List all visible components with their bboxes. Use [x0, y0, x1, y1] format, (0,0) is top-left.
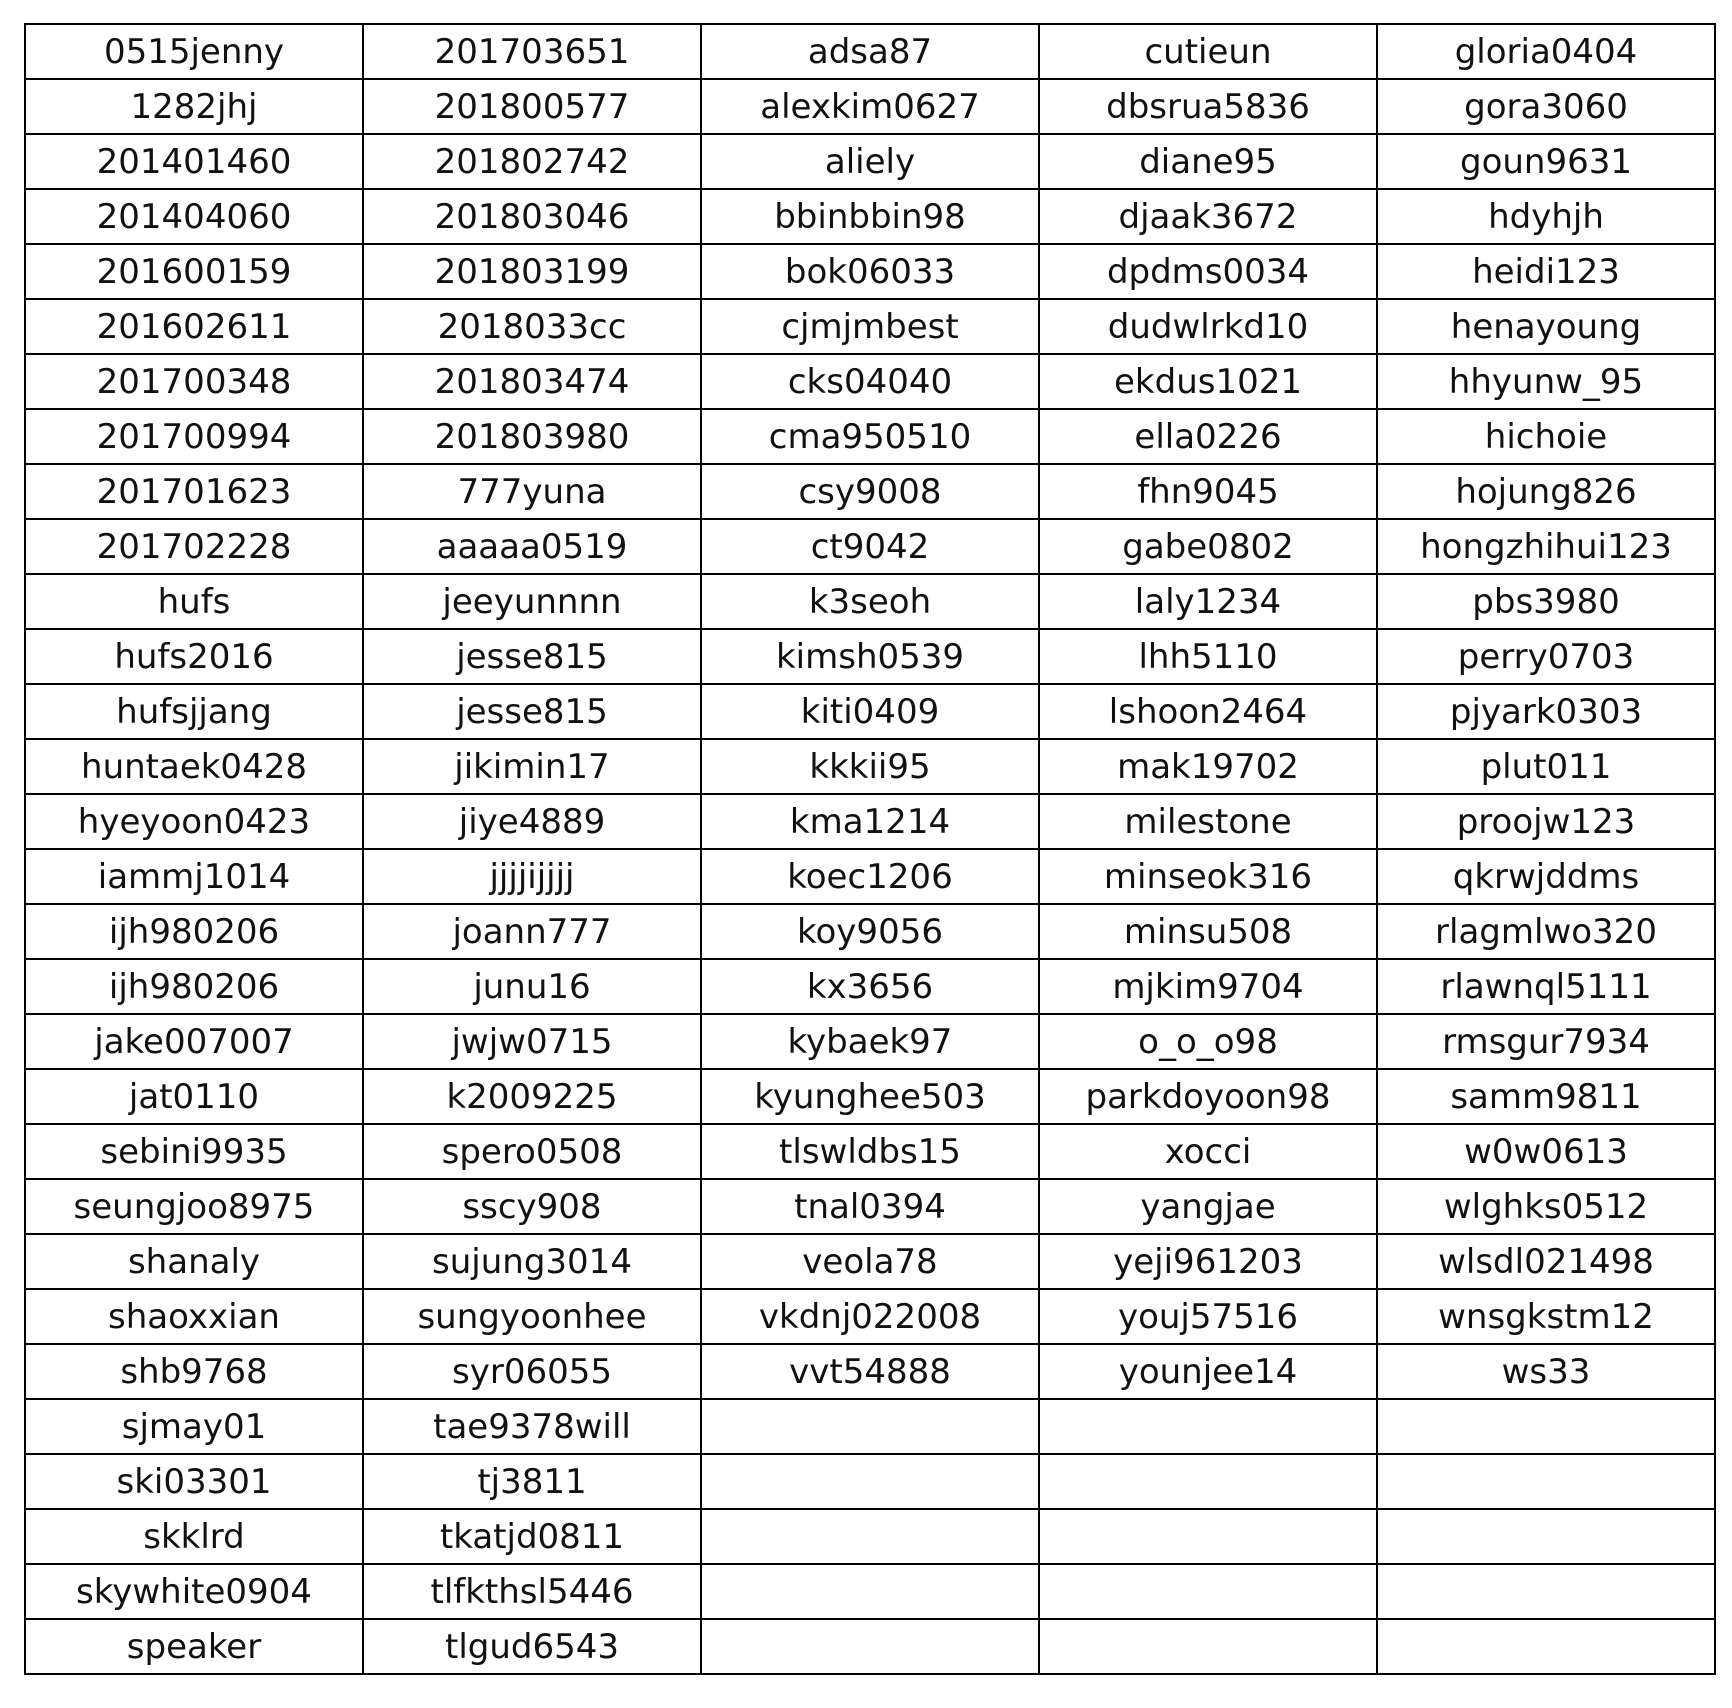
table-cell: samm9811	[1377, 1069, 1715, 1124]
table-cell: perry0703	[1377, 629, 1715, 684]
table-cell: huntaek0428	[25, 739, 363, 794]
table-cell: hyeyoon0423	[25, 794, 363, 849]
table-cell: mak19702	[1039, 739, 1377, 794]
table-cell: cma950510	[701, 409, 1039, 464]
table-cell: veola78	[701, 1234, 1039, 1289]
table-cell: wnsgkstm12	[1377, 1289, 1715, 1344]
table-row	[25, 1344, 1715, 1399]
table-row	[25, 1179, 1715, 1234]
table-cell: 201803980	[363, 409, 701, 464]
table-cell: hufs	[25, 574, 363, 629]
table-cell: 201701623	[25, 464, 363, 519]
table-cell	[701, 1509, 1039, 1564]
table-cell: tlswldbs15	[701, 1124, 1039, 1179]
table-cell: 2018033cc	[363, 299, 701, 354]
table-cell: parkdoyoon98	[1039, 1069, 1377, 1124]
table-cell: kyunghee503	[701, 1069, 1039, 1124]
table-cell: goun9631	[1377, 134, 1715, 189]
table-row	[25, 1014, 1715, 1069]
table-cell: yeji961203	[1039, 1234, 1377, 1289]
table-cell: shanaly	[25, 1234, 363, 1289]
table-row	[25, 409, 1715, 464]
table-cell: 201703651	[363, 24, 701, 79]
table-cell: o_o_o98	[1039, 1014, 1377, 1069]
table-cell: iammj1014	[25, 849, 363, 904]
table-cell: laly1234	[1039, 574, 1377, 629]
table-cell: diane95	[1039, 134, 1377, 189]
table-cell: cjmjmbest	[701, 299, 1039, 354]
table-cell: aliely	[701, 134, 1039, 189]
table-cell: ijh980206	[25, 904, 363, 959]
table-cell: cks04040	[701, 354, 1039, 409]
table-cell: ski03301	[25, 1454, 363, 1509]
table-cell: alexkim0627	[701, 79, 1039, 134]
table-cell: younjee14	[1039, 1344, 1377, 1399]
table-cell: plut011	[1377, 739, 1715, 794]
table-cell: henayoung	[1377, 299, 1715, 354]
table-cell: fhn9045	[1039, 464, 1377, 519]
table-row	[25, 1619, 1715, 1674]
table-cell	[1377, 1564, 1715, 1619]
table-cell: djaak3672	[1039, 189, 1377, 244]
table-cell: ct9042	[701, 519, 1039, 574]
table-cell: jikimin17	[363, 739, 701, 794]
table-cell: k3seoh	[701, 574, 1039, 629]
username-table	[24, 23, 1716, 1675]
table-row	[25, 189, 1715, 244]
table-cell: koy9056	[701, 904, 1039, 959]
table-cell: skywhite0904	[25, 1564, 363, 1619]
table-cell: dpdms0034	[1039, 244, 1377, 299]
table-cell	[1039, 1619, 1377, 1674]
table-cell: gabe0802	[1039, 519, 1377, 574]
table-cell	[1039, 1454, 1377, 1509]
table-row	[25, 1399, 1715, 1454]
table-row	[25, 464, 1715, 519]
table-cell: minseok316	[1039, 849, 1377, 904]
table-cell: ekdus1021	[1039, 354, 1377, 409]
table-row	[25, 684, 1715, 739]
table-cell	[1377, 1454, 1715, 1509]
table-row	[25, 739, 1715, 794]
table-cell: junu16	[363, 959, 701, 1014]
table-cell: jat0110	[25, 1069, 363, 1124]
table-row	[25, 629, 1715, 684]
table-cell: hojung826	[1377, 464, 1715, 519]
table-cell: 201600159	[25, 244, 363, 299]
table-cell: csy9008	[701, 464, 1039, 519]
table-cell: aaaaa0519	[363, 519, 701, 574]
table-row	[25, 1069, 1715, 1124]
table-cell: sujung3014	[363, 1234, 701, 1289]
table-row	[25, 1234, 1715, 1289]
table-cell: sungyoonhee	[363, 1289, 701, 1344]
table-cell: spero0508	[363, 1124, 701, 1179]
table-cell: sebini9935	[25, 1124, 363, 1179]
table-cell: tnal0394	[701, 1179, 1039, 1234]
table-cell: tlgud6543	[363, 1619, 701, 1674]
table-row	[25, 849, 1715, 904]
table-row	[25, 904, 1715, 959]
table-cell: syr06055	[363, 1344, 701, 1399]
table-cell: bok06033	[701, 244, 1039, 299]
table-cell: 201803474	[363, 354, 701, 409]
table-cell: hufs2016	[25, 629, 363, 684]
table-cell: wlsdl021498	[1377, 1234, 1715, 1289]
table-cell: rlagmlwo320	[1377, 904, 1715, 959]
table-cell: dudwlrkd10	[1039, 299, 1377, 354]
table-row	[25, 134, 1715, 189]
table-cell: ella0226	[1039, 409, 1377, 464]
table-row	[25, 24, 1715, 79]
table-cell: 201803046	[363, 189, 701, 244]
table-cell: bbinbbin98	[701, 189, 1039, 244]
table-cell: ws33	[1377, 1344, 1715, 1399]
table-cell: wlghks0512	[1377, 1179, 1715, 1234]
table-cell	[1377, 1399, 1715, 1454]
table-cell: kybaek97	[701, 1014, 1039, 1069]
table-cell: heidi123	[1377, 244, 1715, 299]
table-cell: rmsgur7934	[1377, 1014, 1715, 1069]
table-cell: jesse815	[363, 684, 701, 739]
table-cell: 201803199	[363, 244, 701, 299]
table-row	[25, 1564, 1715, 1619]
table-row	[25, 1454, 1715, 1509]
table-cell: jeeyunnnn	[363, 574, 701, 629]
table-cell: tlfkthsl5446	[363, 1564, 701, 1619]
table-cell	[1377, 1509, 1715, 1564]
table-cell: tae9378will	[363, 1399, 701, 1454]
table-cell: skklrd	[25, 1509, 363, 1564]
table-row	[25, 299, 1715, 354]
table-cell: 777yuna	[363, 464, 701, 519]
table-cell: tj3811	[363, 1454, 701, 1509]
table-cell: hdyhjh	[1377, 189, 1715, 244]
table-cell: qkrwjddms	[1377, 849, 1715, 904]
table-cell	[701, 1399, 1039, 1454]
table-cell: rlawnql5111	[1377, 959, 1715, 1014]
table-cell	[701, 1454, 1039, 1509]
table-cell: jwjw0715	[363, 1014, 701, 1069]
table-cell: youj57516	[1039, 1289, 1377, 1344]
table-cell: ijh980206	[25, 959, 363, 1014]
table-cell: k2009225	[363, 1069, 701, 1124]
table-row	[25, 574, 1715, 629]
table-row	[25, 244, 1715, 299]
table-cell	[1039, 1564, 1377, 1619]
table-cell: kma1214	[701, 794, 1039, 849]
table-cell: hichoie	[1377, 409, 1715, 464]
table-cell: jiye4889	[363, 794, 701, 849]
table-cell: pjyark0303	[1377, 684, 1715, 739]
table-cell: mjkim9704	[1039, 959, 1377, 1014]
table-cell: shaoxxian	[25, 1289, 363, 1344]
table-cell: 201700348	[25, 354, 363, 409]
table-cell: pbs3980	[1377, 574, 1715, 629]
table-cell: shb9768	[25, 1344, 363, 1399]
table-row	[25, 959, 1715, 1014]
table-cell: seungjoo8975	[25, 1179, 363, 1234]
table-cell: dbsrua5836	[1039, 79, 1377, 134]
table-cell	[1039, 1509, 1377, 1564]
table-cell: kiti0409	[701, 684, 1039, 739]
table-cell: kkkii95	[701, 739, 1039, 794]
table-cell: hhyunw_95	[1377, 354, 1715, 409]
table-cell	[1039, 1399, 1377, 1454]
table-cell: 201700994	[25, 409, 363, 464]
table-cell: lhh5110	[1039, 629, 1377, 684]
table-cell: koec1206	[701, 849, 1039, 904]
table-cell: sjmay01	[25, 1399, 363, 1454]
table-row	[25, 1509, 1715, 1564]
table-cell	[1377, 1619, 1715, 1674]
table-cell: sscy908	[363, 1179, 701, 1234]
table-row	[25, 794, 1715, 849]
table-cell	[701, 1564, 1039, 1619]
table-cell: cutieun	[1039, 24, 1377, 79]
table-cell: 201404060	[25, 189, 363, 244]
table-row	[25, 1289, 1715, 1344]
table-cell: w0w0613	[1377, 1124, 1715, 1179]
table-cell: 0515jenny	[25, 24, 363, 79]
table-row	[25, 519, 1715, 574]
table-cell: 201602611	[25, 299, 363, 354]
table-cell: speaker	[25, 1619, 363, 1674]
table-cell: milestone	[1039, 794, 1377, 849]
table-cell: joann777	[363, 904, 701, 959]
table-cell: 201401460	[25, 134, 363, 189]
table-cell: 1282jhj	[25, 79, 363, 134]
table-cell: jjjjijjjj	[363, 849, 701, 904]
table-cell: 201800577	[363, 79, 701, 134]
table-row	[25, 1124, 1715, 1179]
table-cell: tkatjd0811	[363, 1509, 701, 1564]
table-cell: gloria0404	[1377, 24, 1715, 79]
table-cell: jesse815	[363, 629, 701, 684]
table-cell: vvt54888	[701, 1344, 1039, 1399]
table-cell: lshoon2464	[1039, 684, 1377, 739]
table-cell: kx3656	[701, 959, 1039, 1014]
table-cell: minsu508	[1039, 904, 1377, 959]
table-cell: vkdnj022008	[701, 1289, 1039, 1344]
table-cell: jake007007	[25, 1014, 363, 1069]
table-cell: xocci	[1039, 1124, 1377, 1179]
table-cell: yangjae	[1039, 1179, 1377, 1234]
table-cell: adsa87	[701, 24, 1039, 79]
table-cell: 201802742	[363, 134, 701, 189]
table-cell	[701, 1619, 1039, 1674]
table-cell: hufsjjang	[25, 684, 363, 739]
username-table-body	[25, 24, 1715, 1674]
table-row	[25, 79, 1715, 134]
table-cell: kimsh0539	[701, 629, 1039, 684]
table-cell: gora3060	[1377, 79, 1715, 134]
table-cell: proojw123	[1377, 794, 1715, 849]
table-cell: 201702228	[25, 519, 363, 574]
table-cell: hongzhihui123	[1377, 519, 1715, 574]
table-row	[25, 354, 1715, 409]
